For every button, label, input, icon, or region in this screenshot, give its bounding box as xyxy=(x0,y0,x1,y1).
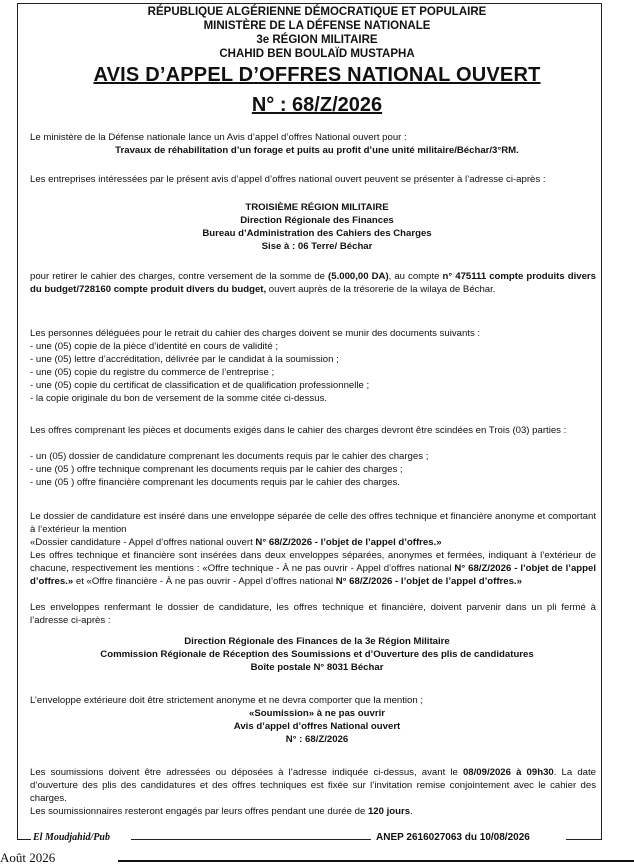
header-ministry: MINISTÈRE DE LA DÉFENSE NATIONALE xyxy=(203,20,431,32)
commission-line: Direction Régionale des Finances de la 3e Région Militaire xyxy=(184,636,450,647)
header-chahid: CHAHID BEN BOULAÏD MUSTAPHA xyxy=(219,48,415,60)
notice-title: AVIS D’APPEL D’OFFRES NATIONAL OUVERT xyxy=(93,64,541,86)
envelope-paragraph-3: Les offres technique et financière sont insérées dans deux enveloppes séparées, anonymes et fermées, indiquant à l’extérieur de chacune, respectivement les mentions : «Offre technique - À ne pas ouvrir - Appel d’offres national N° 68/Z/2026 - l’objet de l’appel d’offres.» et «Offre financière - À ne pas ouvrir - Appel d’offres national N° 68/Z/2026 - l’objet de l’appel d’offres.» xyxy=(30,550,596,587)
notice-number: N° : 68/Z/2026 xyxy=(251,94,383,116)
commission-line: Commission Régionale de Réception des Soumissions et d’Ouverture des plis de candidatures xyxy=(100,649,534,660)
address-line: Bureau d’Administration des Cahiers des Charges xyxy=(202,228,432,239)
list-item: - une (05) copie du registre du commerce de l’entreprise ; xyxy=(30,367,275,378)
footer-anep-ref: ANEP 2616027063 du 10/08/2026 xyxy=(376,832,530,843)
header-region: 3e RÉGION MILITAIRE xyxy=(256,34,378,46)
footer-rule xyxy=(17,839,31,840)
outer-envelope-line: N° : 68/Z/2026 xyxy=(285,734,349,745)
commission-line: Boîte postale N° 8031 Béchar xyxy=(250,662,384,673)
list-item: - une (05 ) offre financière comprenant les documents requis par le cahier des charges. xyxy=(30,477,400,488)
list-item: - une (05) copie de la pièce d’identité en cours de validité ; xyxy=(30,341,278,352)
list-item: - la copie originale du bon de versement de la somme citée ci-dessus. xyxy=(30,393,328,404)
payment-paragraph: pour retirer le cahier des charges, contre versement de la somme de (5.000,00 DA), au compte n° 475111 compte produits divers du budget/728160 compte produit divers du budget, ouvert auprès de la trésorerie de la wilaya de Béchar. xyxy=(30,271,596,295)
list-item: - un (05) dossier de candidature comprenant les documents requis par le cahier des charges ; xyxy=(30,451,429,462)
deadline-paragraph: Les soumissions doivent être adressées ou déposées à l’adresse indiquée ci-dessus, avant le 08/09/2026 à 09h30. La date d’ouverture des plis des candidatures et des offres techniques est fixée sur l’invitation remise conjointement avec le cahier des charges. xyxy=(30,767,596,804)
page-date: Août 2026 xyxy=(0,850,56,865)
address-line: Direction Régionale des Finances xyxy=(240,215,394,226)
footer-publisher: El Moudjahid/Pub xyxy=(33,832,110,843)
list-item: - une (05) copie du certificat de classification et de qualification professionnelle ; xyxy=(30,380,370,391)
intro-object: Travaux de réhabilitation d’un forage et puits au profit d’une unité militaire/Béchar/3°RM. xyxy=(115,145,519,156)
envelope-paragraph-2: «Dossier candidature - Appel d’offres national ouvert N° 68/Z/2026 - l’objet de l’appel d’offres.» xyxy=(30,537,442,548)
address-line: TROISIÈME RÉGION MILITAIRE xyxy=(245,202,389,213)
engagement-paragraph: Les soumissionnaires resteront engagés par leurs offres pendant une durée de 120 jours. xyxy=(30,806,413,817)
outer-envelope-line: «Soumission» à ne pas ouvrir xyxy=(249,708,385,719)
footer-rule xyxy=(566,839,601,840)
outer-envelope-text: L’enveloppe extérieure doit être strictement anonyme et ne devra comporter que la mention ; xyxy=(30,695,424,706)
address-line: Sise à : 06 Terre/ Béchar xyxy=(261,241,373,252)
intro-text: Le ministère de la Défense nationale lance un Avis d’appel d’offres National ouvert pour : xyxy=(30,132,407,143)
envelope-paragraph-4: Les enveloppes renfermant le dossier de candidature, les offres technique et financière, doivent parvenir dans un pli fermé à l’adresse ci-après : xyxy=(30,602,596,626)
footer-rule xyxy=(131,839,371,840)
header-republic: RÉPUBLIQUE ALGÉRIENNE DÉMOCRATIQUE ET POPULAIRE xyxy=(147,6,487,18)
page-rule xyxy=(118,860,634,862)
envelope-paragraph-1: Le dossier de candidature est inséré dans une enveloppe séparée de celle des offres technique et financière anonyme et comportant à l’extérieur la mention xyxy=(30,511,596,535)
offers-intro: Les offres comprenant les pièces et documents exigés dans le cahier des charges devront être scindées en Trois (03) parties : xyxy=(30,425,567,436)
address-intro: Les entreprises intéressées par le présent avis d’appel d’offres national ouvert peuvent se présenter à l’adresse ci-après : xyxy=(30,174,546,185)
outer-envelope-line: Avis d’appel d’offres National ouvert xyxy=(233,721,401,732)
list-item: - une (05 ) offre technique comprenant les documents requis par le cahier des charges ; xyxy=(30,464,403,475)
list-item: - une (05) lettre d’accréditation, délivrée par le candidat à la soumission ; xyxy=(30,354,339,365)
documents-intro: Les personnes déléguées pour le retrait du cahier des charges doivent se munir des documents suivants : xyxy=(30,328,481,339)
